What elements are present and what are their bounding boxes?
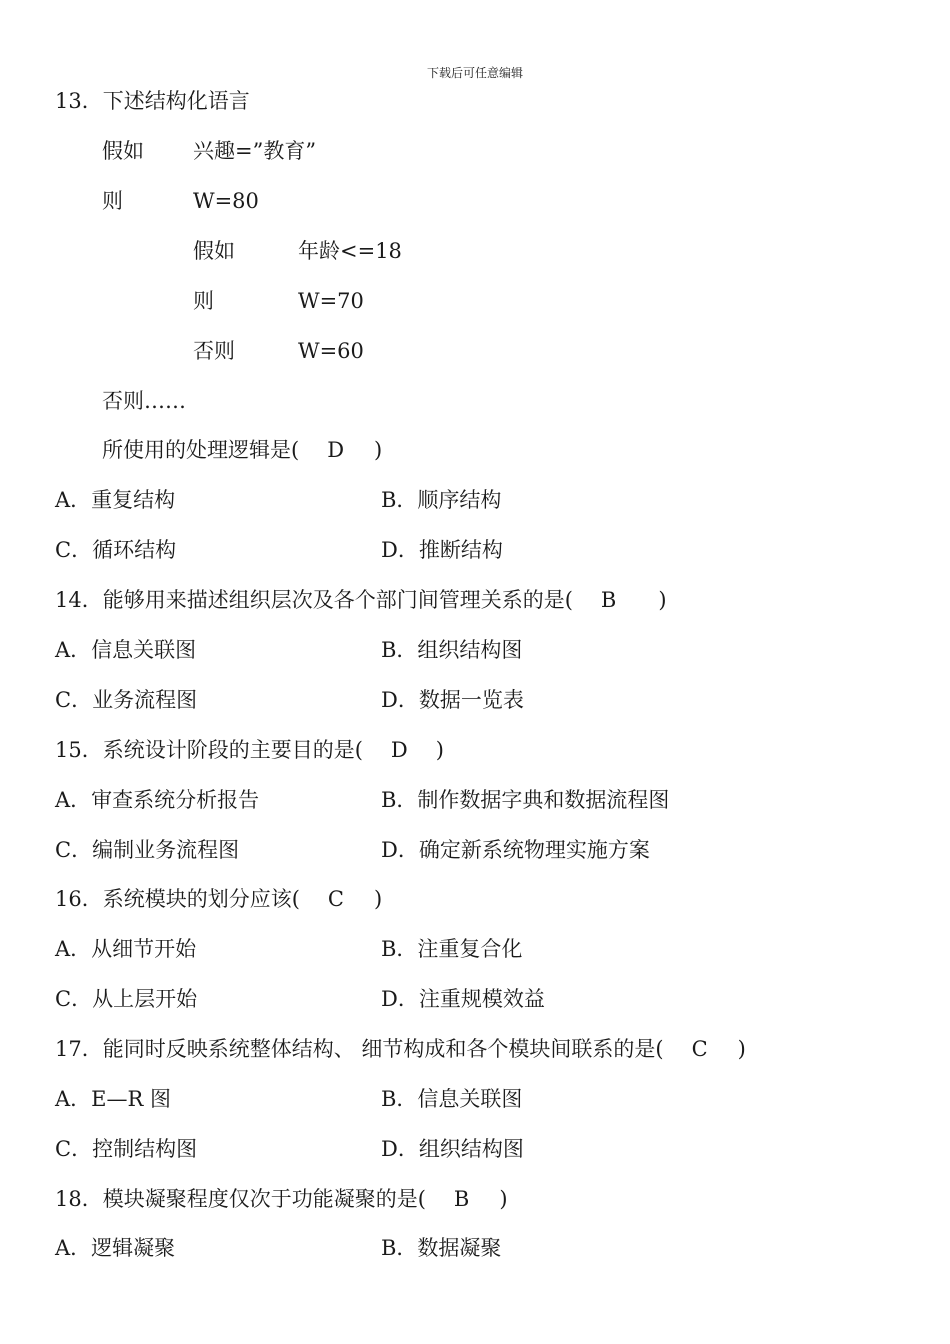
- q16-option-d: D．注重规模效益: [381, 987, 545, 1011]
- q14-stem: [55, 587, 667, 613]
- q13-code-assign-2: W=70: [298, 289, 364, 313]
- q13-code-kw-then-2: 则: [193, 289, 214, 313]
- q14-stem-text: 14．能够用来描述组织层次及各个部门间管理关系的是(: [55, 588, 573, 612]
- q18-stem-close: ): [499, 1187, 508, 1211]
- q16-option-a: A．从细节开始: [55, 937, 197, 961]
- q13-stem: 13．下述结构化语言: [55, 89, 250, 113]
- q17-option-a: A．E—R 图: [55, 1087, 171, 1111]
- q13-code-kw-else-2: 否则: [193, 339, 235, 363]
- q16-option-c: C．从上层开始: [55, 987, 198, 1011]
- q16-stem-close: ): [374, 887, 383, 911]
- q18-answer: B: [453, 1187, 470, 1211]
- q17-option-d: D．组织结构图: [381, 1137, 524, 1161]
- q13-code-assign-3: W=60: [298, 339, 364, 363]
- q14-option-d: D．数据一览表: [381, 688, 524, 712]
- q16-option-b: B．注重复合化: [381, 937, 523, 961]
- q13-prompt-close: ): [374, 438, 383, 462]
- q15-option-b: B．制作数据字典和数据流程图: [381, 788, 670, 812]
- q13-option-c: C．循环结构: [55, 538, 177, 562]
- q13-code-cond-2: 年龄<=18: [298, 239, 402, 263]
- q17-stem: [55, 1036, 746, 1062]
- q13-code-kw-then-1: 则: [102, 189, 123, 213]
- q18-option-a: A．逻辑凝聚: [55, 1236, 176, 1260]
- q13-code-kw-if-1: 假如: [102, 139, 144, 163]
- q15-stem-text: 15．系统设计阶段的主要目的是(: [55, 738, 363, 762]
- q14-option-b: B．组织结构图: [381, 638, 523, 662]
- q18-stem: [55, 1186, 508, 1212]
- q14-option-c: C．业务流程图: [55, 688, 198, 712]
- q16-stem: [55, 886, 382, 912]
- q18-stem-text: 18．模块凝聚程度仅次于功能凝聚的是(: [55, 1187, 426, 1211]
- q14-stem-close: ): [658, 588, 667, 612]
- page-header: 下载后可任意编辑: [426, 66, 523, 80]
- q13-answer: D: [327, 438, 345, 462]
- q15-stem-close: ): [435, 738, 444, 762]
- q13-option-a: A．重复结构: [55, 488, 176, 512]
- q13-code-kw-if-2: 假如: [193, 239, 235, 263]
- q15-stem: [55, 737, 444, 763]
- q17-option-b: B．信息关联图: [381, 1087, 523, 1111]
- q15-option-d: D．确定新系统物理实施方案: [381, 838, 650, 862]
- q15-option-a: A．审查系统分析报告: [55, 788, 260, 812]
- q13-option-d: D．推断结构: [381, 538, 503, 562]
- q15-answer: D: [390, 738, 408, 762]
- q18-option-b: B．数据凝聚: [381, 1236, 502, 1260]
- q15-option-c: C．编制业务流程图: [55, 838, 240, 862]
- q17-stem-close: ): [737, 1037, 746, 1061]
- q17-stem-text: 17．能同时反映系统整体结构、 细节构成和各个模块间联系的是(: [55, 1037, 664, 1061]
- q13-code-kw-else-1: 否则……: [102, 389, 186, 413]
- q17-option-c: C．控制结构图: [55, 1137, 198, 1161]
- q17-answer: C: [691, 1037, 708, 1061]
- q14-answer: B: [600, 588, 617, 612]
- q16-answer: C: [327, 887, 344, 911]
- q16-stem-text: 16．系统模块的划分应该(: [55, 887, 300, 911]
- q14-option-a: A．信息关联图: [55, 638, 197, 662]
- q13-option-b: B．顺序结构: [381, 488, 502, 512]
- q13-prompt-text: 所使用的处理逻辑是(: [102, 438, 300, 462]
- q13-code-cond-1: 兴趣=”教育”: [193, 139, 317, 163]
- q13-code-assign-1: W=80: [193, 189, 259, 213]
- q13-prompt: [102, 437, 382, 463]
